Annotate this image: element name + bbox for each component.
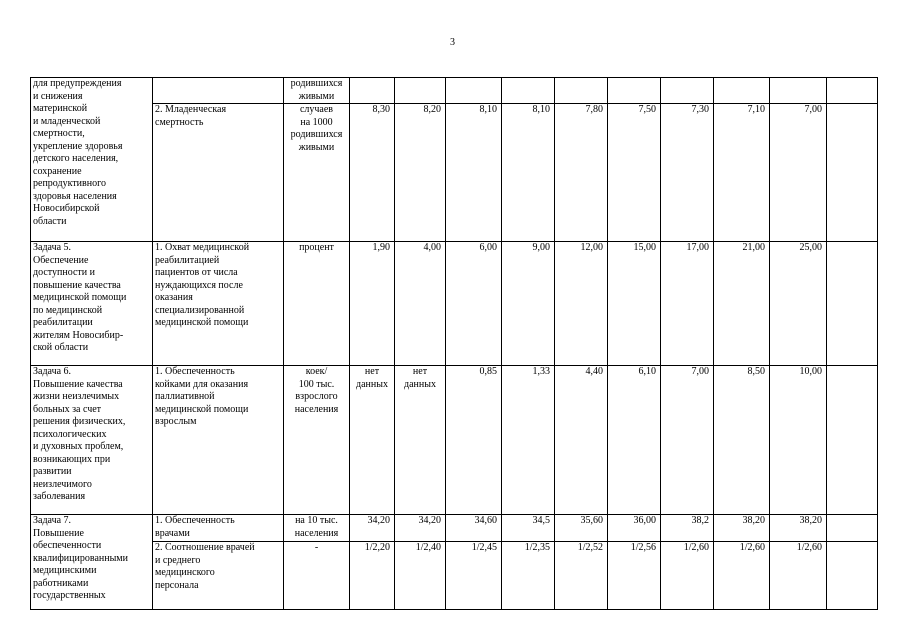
value-cell (827, 542, 878, 610)
task-cell: для предупреждения и снижения материнской и младенческой смертности, укрепление здоровья детского населения, сохранение репродуктивного здоровья населения Новосибирской области (31, 78, 153, 242)
unit-cell: процент (284, 242, 350, 366)
value-cell: 38,2 (661, 515, 714, 542)
value-cell: 1,33 (502, 366, 555, 515)
value-cell: 1/2,56 (608, 542, 661, 610)
value-cell (827, 366, 878, 515)
value-cell (555, 78, 608, 104)
indicator-cell (153, 78, 284, 104)
value-cell: 7,00 (661, 366, 714, 515)
value-cell: 6,00 (446, 242, 502, 366)
value-cell: 36,00 (608, 515, 661, 542)
value-cell: 17,00 (661, 242, 714, 366)
indicator-cell: 2. Соотношение врачей и среднего медицинского персонала (153, 542, 284, 610)
value-cell: 1/2,35 (502, 542, 555, 610)
unit-cell: - (284, 542, 350, 610)
value-cell (827, 242, 878, 366)
value-cell: нет данных (350, 366, 395, 515)
task-cell: Задача 5. Обеспечение доступности и повышение качества медицинской помощи по медицинской реабилитации жителям Новосибир- ской области (31, 242, 153, 366)
table-row (31, 515, 878, 542)
value-cell: 15,00 (608, 242, 661, 366)
value-cell: 0,85 (446, 366, 502, 515)
value-cell: 1/2,52 (555, 542, 608, 610)
indicator-cell: 1. Обеспеченность врачами (153, 515, 284, 542)
value-cell: 38,20 (714, 515, 770, 542)
indicator-cell: 2. Младенческая смертность (153, 104, 284, 242)
indicator-table (30, 77, 878, 610)
value-cell (502, 78, 555, 104)
value-cell: 1,90 (350, 242, 395, 366)
value-cell: 8,10 (446, 104, 502, 242)
unit-cell: родившихся живыми (284, 78, 350, 104)
indicator-cell: 1. Охват медицинской реабилитацией пациентов от числа нуждающихся после оказания специализированной медицинской помощи (153, 242, 284, 366)
unit-cell: коек/ 100 тыс. взрослого населения (284, 366, 350, 515)
value-cell: 35,60 (555, 515, 608, 542)
value-cell: 6,10 (608, 366, 661, 515)
table-row (31, 366, 878, 515)
value-cell: 12,00 (555, 242, 608, 366)
table-row (31, 78, 878, 104)
value-cell: 8,10 (502, 104, 555, 242)
value-cell (608, 78, 661, 104)
value-cell: 8,30 (350, 104, 395, 242)
value-cell: 1/2,45 (446, 542, 502, 610)
value-cell (350, 78, 395, 104)
task-cell: Задача 7. Повышение обеспеченности квалифицированными медицинскими работниками государственных (31, 515, 153, 610)
unit-cell: на 10 тыс. населения (284, 515, 350, 542)
value-cell: 7,00 (770, 104, 827, 242)
table-row (31, 542, 878, 610)
value-cell (770, 78, 827, 104)
value-cell (714, 78, 770, 104)
value-cell (827, 78, 878, 104)
value-cell: 7,50 (608, 104, 661, 242)
value-cell: 1/2,60 (714, 542, 770, 610)
value-cell (827, 104, 878, 242)
value-cell: 25,00 (770, 242, 827, 366)
table-row (31, 104, 878, 242)
value-cell: 1/2,60 (661, 542, 714, 610)
value-cell: 1/2,40 (395, 542, 446, 610)
value-cell: 8,50 (714, 366, 770, 515)
value-cell (395, 78, 446, 104)
value-cell: 7,80 (555, 104, 608, 242)
value-cell: 38,20 (770, 515, 827, 542)
value-cell: 10,00 (770, 366, 827, 515)
value-cell: 8,20 (395, 104, 446, 242)
value-cell (661, 78, 714, 104)
indicator-cell: 1. Обеспеченность койками для оказания паллиативной медицинской помощи взрослым (153, 366, 284, 515)
value-cell: 1/2,60 (770, 542, 827, 610)
value-cell: 4,00 (395, 242, 446, 366)
table-row (31, 242, 878, 366)
page-number: 3 (450, 37, 455, 48)
value-cell: 4,40 (555, 366, 608, 515)
value-cell: 34,5 (502, 515, 555, 542)
value-cell: 7,10 (714, 104, 770, 242)
value-cell: 9,00 (502, 242, 555, 366)
value-cell (446, 78, 502, 104)
value-cell (827, 515, 878, 542)
value-cell: 34,20 (395, 515, 446, 542)
value-cell: 21,00 (714, 242, 770, 366)
value-cell: 7,30 (661, 104, 714, 242)
value-cell: 34,20 (350, 515, 395, 542)
value-cell: 34,60 (446, 515, 502, 542)
value-cell: нет данных (395, 366, 446, 515)
unit-cell: случаев на 1000 родившихся живыми (284, 104, 350, 242)
task-cell: Задача 6. Повышение качества жизни неизлечимых больных за счет решения физических, психологических и духовных проблем, возникающих при развитии неизлечимого заболевания (31, 366, 153, 515)
value-cell: 1/2,20 (350, 542, 395, 610)
